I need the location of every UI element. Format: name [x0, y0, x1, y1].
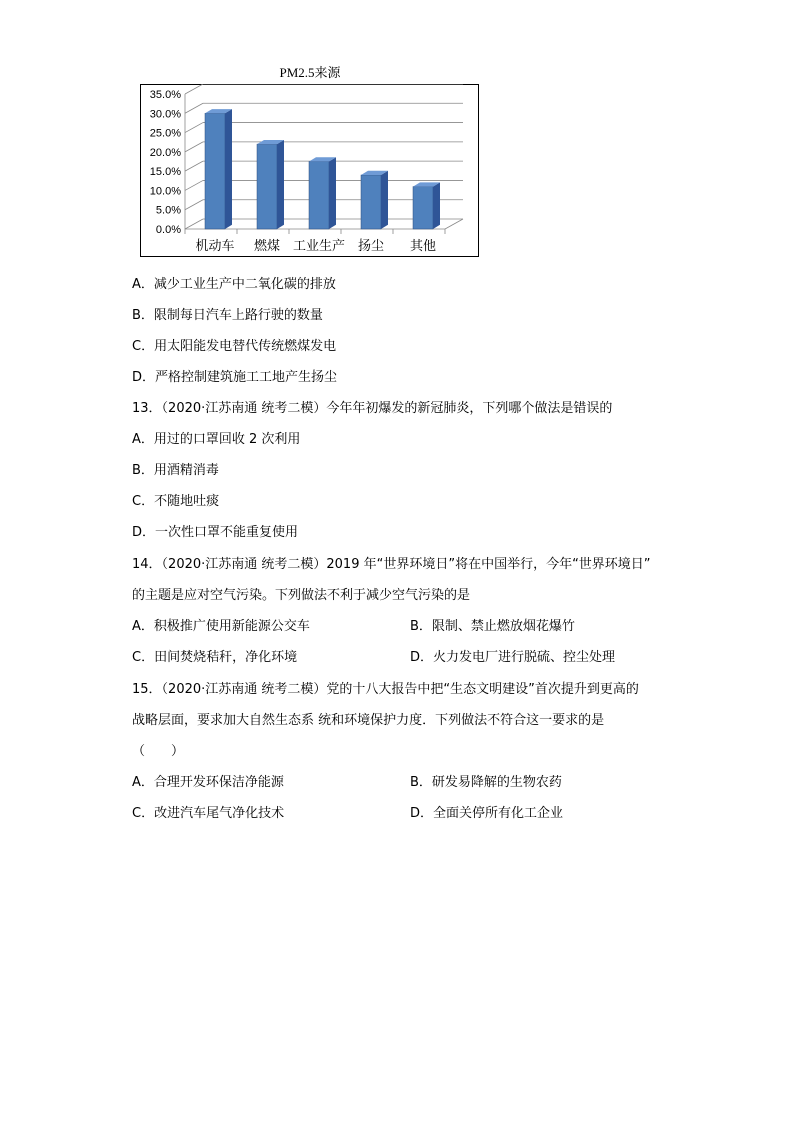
q12-option-a: A．减少工业生产中二氧化碳的排放 [132, 277, 336, 292]
bar-1 [257, 144, 277, 229]
bar-side-3 [381, 171, 388, 229]
y-tick-label: 10.0% [149, 185, 181, 198]
y-tick-label: 0.0% [155, 224, 181, 236]
q15-stem-line3: （ ） [132, 744, 185, 759]
q12-option-c: C．用太阳能发电替代传统燃煤发电 [132, 339, 337, 354]
chart-title: PM2.5来源 [279, 65, 341, 80]
q13-option-b: B．用酒精消毒 [132, 463, 219, 478]
q14-option-d: D．火力发电厂进行脱硫、控尘处理 [410, 650, 616, 665]
bar-3 [361, 175, 381, 229]
q15-option-b: B．研发易降解的生物农药 [410, 775, 562, 790]
y-tick-label: 25.0% [149, 127, 181, 140]
y-tick-label: 5.0% [155, 204, 181, 217]
bar-side-0 [225, 109, 232, 229]
q13-option-d: D．一次性口罩不能重复使用 [132, 525, 299, 540]
q14-stem-line2: 的主题是应对空气污染。下列做法不利于减少空气污染的是 [132, 588, 471, 603]
y-tick-label: 30.0% [149, 108, 181, 121]
bar-chart-svg [140, 84, 480, 260]
x-category-label: 机动车 [195, 239, 235, 254]
q14-option-a: A．积极推广使用新能源公交车 [132, 619, 310, 634]
x-category-label: 其他 [409, 239, 437, 254]
bar-0 [205, 113, 225, 229]
bar-side-2 [329, 157, 336, 229]
q13-stem: 13．（2020·江苏南通 统考二模）今年年初爆发的新冠肺炎，下列哪个做法是错误的 [132, 401, 613, 416]
q15-option-c: C．改进汽车尾气净化技术 [132, 806, 285, 821]
q12-option-d: D．严格控制建筑施工工地产生扬尘 [132, 370, 338, 385]
q12-option-b: B．限制每日汽车上路行驶的数量 [132, 308, 323, 323]
q13-option-c: C．不随地吐痰 [132, 494, 220, 509]
pm25-chart [140, 62, 480, 262]
bar-side-4 [433, 182, 440, 229]
q15-stem-line2: 战略层面，要求加大自然生态系 统和环境保护力度．下列做法不符合这一要求的是 [132, 713, 605, 728]
bar-2 [309, 162, 329, 230]
q14-stem-line1: 14．（2020·江苏南通 统考二模）2019 年“世界环境日”将在中国举行，今年“世界环境日” [132, 557, 651, 572]
y-tick-label: 35.0% [149, 89, 181, 101]
y-tick-label: 15.0% [149, 166, 181, 179]
q14-option-b: B．限制、禁止燃放烟花爆竹 [410, 619, 575, 634]
q13-option-a: A．用过的口罩回收 2 次利用 [132, 432, 301, 447]
q15-option-d: D．全面关停所有化工企业 [410, 806, 564, 821]
x-category-label: 燃煤 [253, 239, 281, 254]
q14-option-c: C．田间焚烧秸秆，净化环境 [132, 650, 298, 665]
bar-side-1 [277, 140, 284, 229]
q15-option-a: A．合理开发环保洁净能源 [132, 775, 284, 790]
y-tick-label: 20.0% [149, 146, 181, 159]
bar-4 [413, 187, 433, 229]
x-category-label: 工业生产 [292, 239, 346, 254]
q15-stem-line1: 15．（2020·江苏南通 统考二模）党的十八大报告中把“生态文明建设”首次提升到更高的 [132, 682, 639, 697]
x-category-label: 扬尘 [357, 239, 385, 254]
